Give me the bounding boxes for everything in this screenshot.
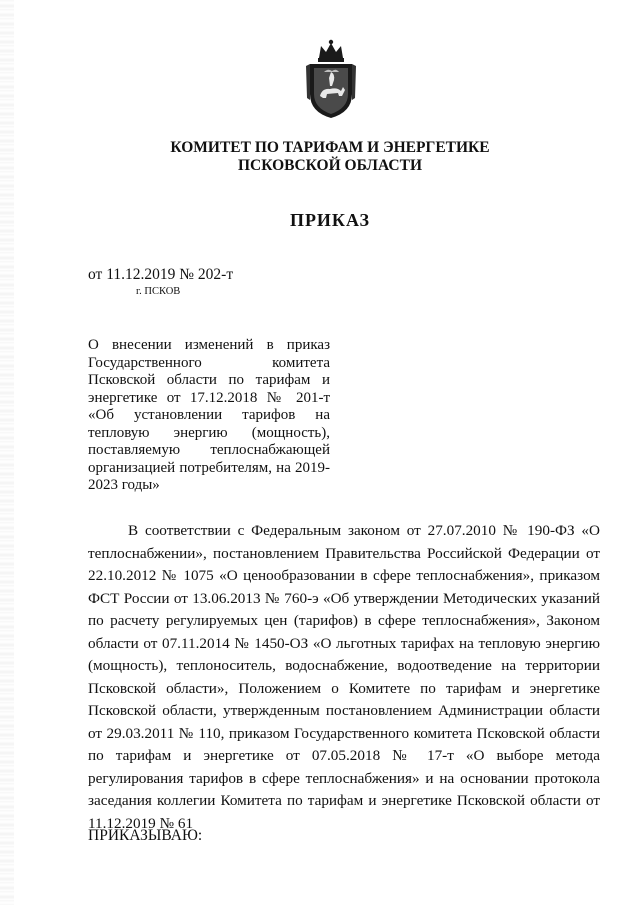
body-paragraph: В соответствии с Федеральным законом от 27.07.2010 № 190-ФЗ «О теплоснабжении», постановлением Правительства Российской Федерации от 22.10.2012 № 1075 «О ценообразовании в сфере теплоснабжения», приказом ФСТ России от 13.06.2013 № 760-э «Об утверждении Методических указаний по расчету регулируемых цен (тарифов) в сфере теплоснабжения», Законом области от 07.11.2014 № 1450-ОЗ «О льготных тарифах на тепловую энергию (мощность), теплоноситель, водоснабжение, водоотведение на территории Псковской области», Положением о Комитете по тарифам и энергетике Псковской области, утвержденным постановлением Администрации области от 29.03.2011 № 110, приказом Государственного комитета Псковской области по тарифам и энергетике от 07.05.2018 № 17-т «О выборе метода регулирования тарифов в сфере теплоснабжения» и на основании протокола заседания коллегии Комитета по тарифам и энергетике Псковской области от 11.12.2019 № 61: [88, 522, 600, 832]
document-body: [88, 520, 600, 835]
document-date-number: от 11.12.2019 № 202-т: [88, 266, 234, 283]
organization-name-line1: КОМИТЕТ ПО ТАРИФАМ И ЭНЕРГЕТИКЕ: [170, 139, 490, 156]
document-title: ПРИКАЗ: [289, 210, 371, 230]
organization-name: [150, 139, 510, 175]
coat-of-arms-icon: [302, 38, 360, 120]
organization-name-line2: ПСКОВСКОЙ ОБЛАСТИ: [237, 157, 422, 174]
document-subject: О внесении изменений в приказ Государственного комитета Псковской области по тарифам и энергетике от 17.12.2018 № 201-т «Об установлении тарифов на тепловую энергию (мощность), поставляемую теплоснабжающей организацией потребителям, на 2019-2023 годы»: [88, 337, 330, 493]
document-city: г. ПСКОВ: [136, 286, 181, 297]
order-command: ПРИКАЗЫВАЮ:: [88, 827, 203, 844]
scan-edge-artifact: [0, 0, 14, 905]
